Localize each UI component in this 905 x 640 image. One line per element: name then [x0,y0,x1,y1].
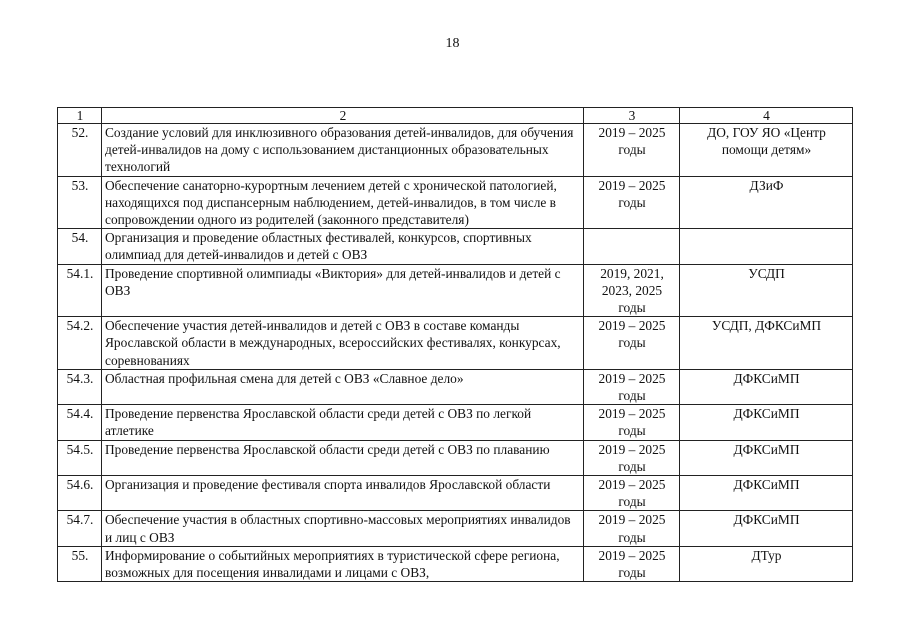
row-description: Проведение первенства Ярославской области среди детей с ОВЗ по легкой атлетике [102,405,584,440]
row-period: 2019 – 2025 годы [584,369,680,404]
row-responsible: ДФКСиМП [680,440,853,475]
row-number: 55. [58,546,102,581]
row-responsible [680,229,853,264]
row-description: Обеспечение санаторно-курортным лечением детей с хронической патологией, находящихся под диспансерным наблюдением, детей-инвалидов, в том числе в сопровождении одного из родителей (законного представителя) [102,176,584,229]
row-number: 54. [58,229,102,264]
row-period: 2019 – 2025 годы [584,124,680,177]
table-row [58,229,853,264]
row-description: Проведение первенства Ярославской области среди детей с ОВЗ по плаванию [102,440,584,475]
row-period: 2019 – 2025 годы [584,511,680,546]
row-description: Организация и проведение областных фестивалей, конкурсов, спортивных олимпиад для детей-инвалидов и детей с ОВЗ [102,229,584,264]
row-responsible: УСДП, ДФКСиМП [680,317,853,370]
row-number: 54.5. [58,440,102,475]
row-number: 54.7. [58,511,102,546]
row-description: Проведение спортивной олимпиады «Виктория» для детей-инвалидов и детей с ОВЗ [102,264,584,317]
header-cell-period: 3 [584,108,680,124]
row-number: 54.4. [58,405,102,440]
row-description: Информирование о событийных мероприятиях в туристической сфере региона, возможных для посещения инвалидами и лицами с ОВЗ, [102,546,584,581]
table-row [58,476,853,511]
row-number: 54.6. [58,476,102,511]
row-number: 53. [58,176,102,229]
row-period: 2019 – 2025 годы [584,440,680,475]
row-number: 54.3. [58,369,102,404]
row-period: 2019 – 2025 годы [584,476,680,511]
table-row [58,369,853,404]
row-period: 2019 – 2025 годы [584,317,680,370]
row-description: Организация и проведение фестиваля спорта инвалидов Ярославской области [102,476,584,511]
table-row [58,405,853,440]
row-period [584,229,680,264]
row-description: Областная профильная смена для детей с ОВЗ «Славное дело» [102,369,584,404]
row-number: 54.2. [58,317,102,370]
page-number: 18 [445,36,460,51]
row-description: Обеспечение участия детей-инвалидов и детей с ОВЗ в составе команды Ярославской области в международных, всероссийских фестивалях, конкурсах, соревнованиях [102,317,584,370]
table-row [58,440,853,475]
table-row [58,124,853,177]
row-responsible: ДТур [680,546,853,581]
table-row [58,511,853,546]
row-number: 52. [58,124,102,177]
header-cell-responsible: 4 [680,108,853,124]
row-description: Обеспечение участия в областных спортивно-массовых мероприятиях инвалидов и лиц с ОВЗ [102,511,584,546]
row-period: 2019 – 2025 годы [584,546,680,581]
table-header-row [58,108,853,124]
row-responsible: ДФКСиМП [680,405,853,440]
row-description: Создание условий для инклюзивного образования детей-инвалидов, для обучения детей-инвалидов на дому с использованием дистанционных образовательных технологий [102,124,584,177]
header-cell-number: 1 [58,108,102,124]
header-cell-description: 2 [102,108,584,124]
measures-table [57,107,853,582]
table-row [58,546,853,581]
row-period: 2019 – 2025 годы [584,176,680,229]
table-row [58,264,853,317]
row-responsible: ДФКСиМП [680,369,853,404]
row-responsible: ДЗиФ [680,176,853,229]
row-number: 54.1. [58,264,102,317]
row-responsible: ДО, ГОУ ЯО «Центр помощи детям» [680,124,853,177]
row-responsible: ДФКСиМП [680,511,853,546]
table-row [58,317,853,370]
row-period: 2019, 2021, 2023, 2025 годы [584,264,680,317]
row-responsible: УСДП [680,264,853,317]
row-responsible: ДФКСиМП [680,476,853,511]
table-row [58,176,853,229]
row-period: 2019 – 2025 годы [584,405,680,440]
